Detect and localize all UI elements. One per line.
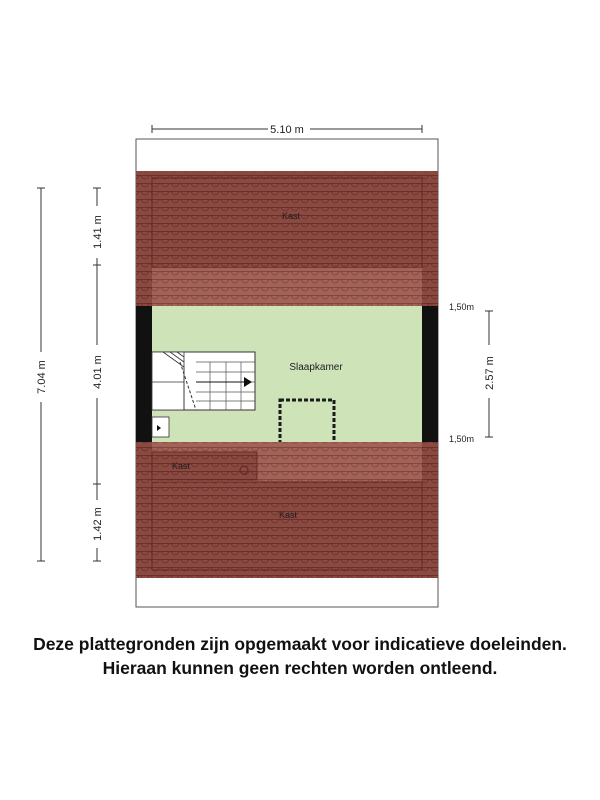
bottom-small-closet-label: Kast — [171, 461, 191, 471]
fixture-icon — [152, 417, 169, 437]
disclaimer — [0, 632, 600, 680]
staircase — [152, 352, 255, 410]
middle-section-text: 4.01 m — [92, 355, 104, 389]
bedroom-label: Slaapkamer — [289, 362, 343, 373]
top-closet-label: Kast — [281, 211, 301, 221]
top-knee-wall-zone — [152, 268, 422, 306]
right-wall — [422, 306, 438, 442]
disclaimer-line-2: Hieraan kunnen geen rechten worden ontleend. — [102, 658, 498, 678]
total-depth-text: 7.04 m — [36, 360, 48, 394]
room-depth-dimension — [449, 302, 496, 444]
bottom-small-closet-area — [152, 452, 257, 480]
room-depth-text: 2.57 m — [484, 356, 496, 390]
knee-wall-top-text: 1,50m — [449, 302, 475, 312]
bottom-closet-label: Kast — [278, 510, 298, 520]
width-dimension — [152, 124, 422, 136]
left-wall — [136, 306, 152, 442]
top-section-text: 1.41 m — [92, 215, 104, 249]
total-depth-dimension — [36, 188, 48, 561]
knee-wall-bottom-text: 1,50m — [449, 434, 475, 444]
width-dimension-text: 5.10 m — [270, 124, 304, 136]
top-closet-area — [152, 178, 422, 268]
section-dimensions — [92, 188, 104, 561]
bottom-closet-area — [152, 482, 422, 570]
bottom-section-text: 1.42 m — [92, 507, 104, 541]
disclaimer-line-1: Deze plattegronden zijn opgemaakt voor indicatieve doeleinden. — [33, 634, 567, 654]
